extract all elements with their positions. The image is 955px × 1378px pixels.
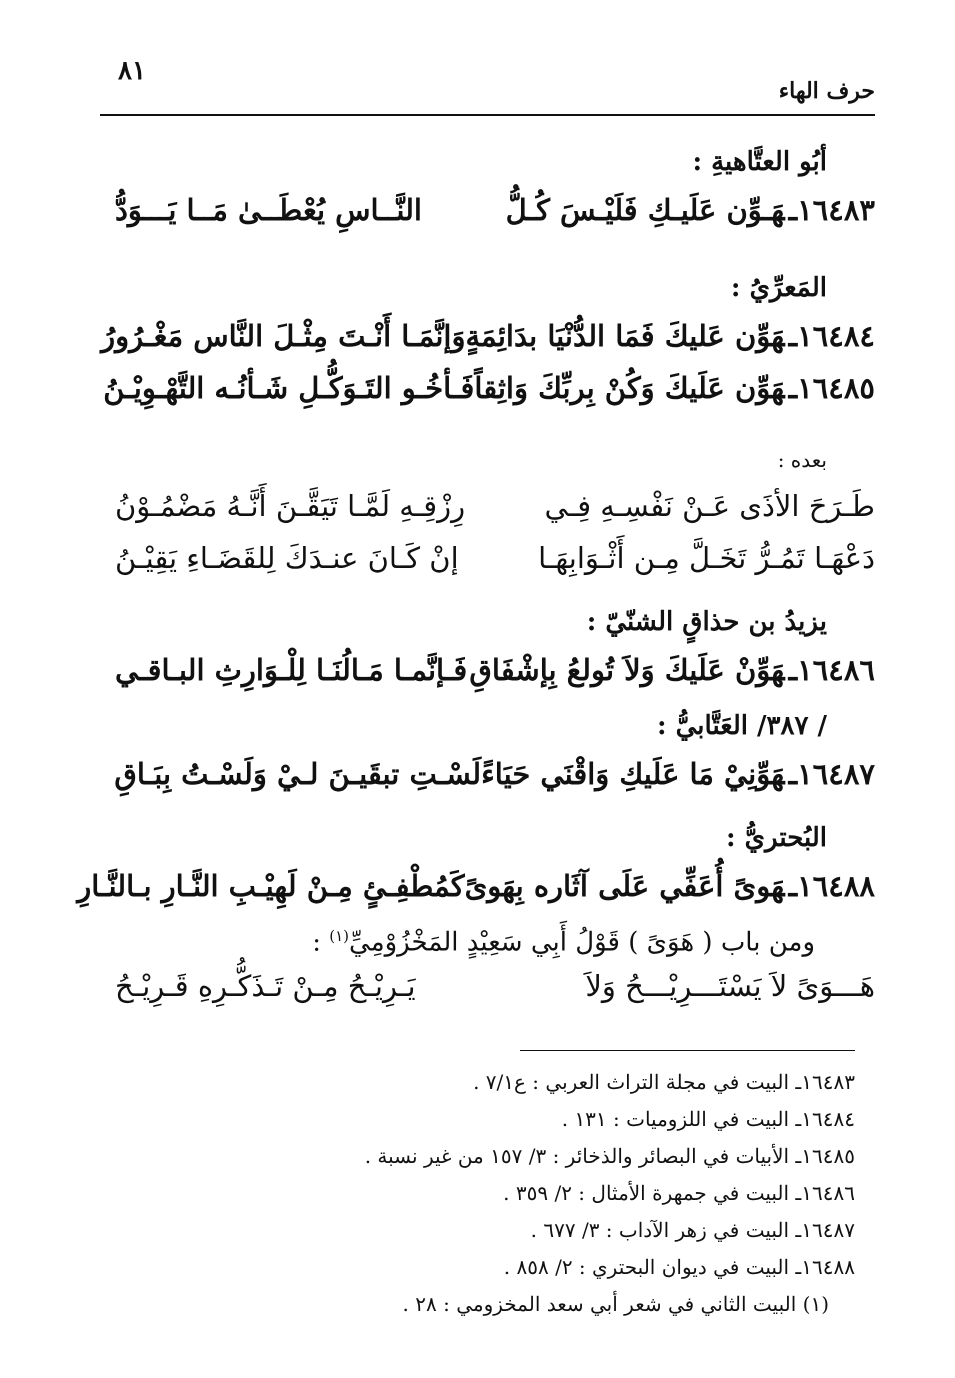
hemistich-text: هَوىً أُعَفِّي عَلَى آثَاره بِهَوىً xyxy=(464,869,785,903)
verse-first-hemistich xyxy=(474,362,875,414)
running-title: حرف الهاء xyxy=(778,78,875,104)
verse-second-hemistich: فَـإنَّمـا مَـالُنَـا لِلْـوَارِثِ البـاقـي xyxy=(115,653,468,687)
verse-number: ١٦٤٨٥ـ xyxy=(788,371,875,405)
verse-first-hemistich xyxy=(466,310,876,362)
verse-number: ١٦٤٨٨ـ xyxy=(788,869,875,903)
verse-16486 xyxy=(115,644,875,696)
verse-number: ١٦٤٨٤ـ xyxy=(788,319,875,353)
footnote: (١) البيت الثاني في شعر أبي سعد المخزومي : ٢٨ . xyxy=(402,1292,829,1316)
poet-name: المَعرِّيُ : xyxy=(730,273,827,303)
verse-continuation xyxy=(115,480,875,532)
verse-second-hemistich: فَـأخُـو التَـوَكُّـلِ شَـأنُـه التَّهْـوِيْـنُ xyxy=(103,371,475,405)
verse-second-hemistich: لَسْـتِ تبقَيـنَ لـيْ وَلَسْـتُ بِبَـاقِ xyxy=(114,757,482,791)
verse-second-hemistich: النَّــاسِ يُعْطَــىٰ مَــا يَـــوَدُّ xyxy=(115,193,422,227)
footnote: ١٦٤٨٣ـ البيت في مجلة التراث العربي : ع٧/١ . xyxy=(473,1070,855,1094)
note-label: بعده : xyxy=(777,448,827,472)
verse-second-hemistich: يَـرِيْـحُ مِـنْ تَـذَكُّـرِهِ قَـرِيْـحُ xyxy=(115,969,416,1003)
footnote: ١٦٤٨٤ـ البيت في اللزوميات : ١٣١ . xyxy=(561,1107,855,1131)
verse-first-hemistich xyxy=(469,644,875,696)
verse-first-hemistich xyxy=(506,184,875,236)
verse-number: ١٦٤٨٦ـ xyxy=(788,653,875,687)
footnote: ١٦٤٨٥ـ الأبيات في البصائر والذخائر : ٣/ ١٥٧ من غير نسبة . xyxy=(364,1144,855,1168)
page-header xyxy=(100,52,875,122)
header-rule xyxy=(100,114,875,116)
chapter-text-end: : xyxy=(312,927,330,958)
verse-second-hemistich: رِزْقِـهِ لَمَّـا تَيَقَّـنَ أَنَّـهُ مَضْمُـوْنُ xyxy=(115,489,466,523)
footnote-marker: (١) xyxy=(329,927,350,945)
verse-second-hemistich: كَمُطْفِـئٍ مِـنْ لَهِيْـبِ النَّـارِ بـالنَّـارِ xyxy=(77,869,465,903)
verse-first-hemistich: دَعْهَـا تَمُـرُّ تَخَـلَّ مِـن أَثْـوَابِهَـا xyxy=(538,541,875,575)
verse-continuation xyxy=(115,532,875,584)
hemistich-text: هَـوِّن عَلَيـكِ فَلَيْـسَ كُـلُّ xyxy=(505,193,785,227)
verse-first-hemistich: طَـرَحَ الأذَى عَـنْ نَفْسِـهِ فِـي xyxy=(544,489,875,523)
chapter-introduction xyxy=(115,912,875,960)
verse-16483 xyxy=(115,184,875,236)
footnote-rule xyxy=(520,1050,855,1051)
hemistich-text: هَوِّن عَلَيكَ وَكُنْ بِربِّكَ وَاثِقاً xyxy=(474,371,785,405)
verse-16485 xyxy=(103,362,875,414)
verse-second-hemistich: إنْ كَـانَ عنـدَكَ لِلقَضَـاءِ يَقِيْـنُ xyxy=(115,541,459,575)
poet-name: البُحتريُّ : xyxy=(726,823,827,853)
verse-number: ١٦٤٨٧ـ xyxy=(788,757,875,791)
poet-name: يزيدُ بن حذاقٍ الشنّيّ : xyxy=(586,607,827,637)
verse-16487 xyxy=(115,748,875,800)
footnote: ١٦٤٨٨ـ البيت في ديوان البحتري : ٢/ ٨٥٨ . xyxy=(503,1255,855,1279)
hemistich-text: هَوِّنِيْ مَا عَلَيكِ وَاقْنَي حَيَاءً xyxy=(481,757,785,791)
verse-number: ١٦٤٨٣ـ xyxy=(788,193,875,227)
verse-16484 xyxy=(101,310,875,362)
verse-first-hemistich xyxy=(465,860,875,912)
verse-makhzumi xyxy=(115,960,875,1012)
hemistich-text: هَوِّن عَليكَ فَمَا الدُّنْيَا بدَائِمَةٍ xyxy=(465,319,785,353)
verse-first-hemistich xyxy=(481,748,875,800)
poetry-body xyxy=(77,140,875,1012)
page-number: ٨١ xyxy=(118,56,146,86)
footnote: ١٦٤٨٧ـ البيت في زهر الآداب : ٣/ ٦٧٧ . xyxy=(530,1218,855,1242)
poet-name: / ٣٨٧/ العَتَّابيُّ : xyxy=(656,711,827,741)
verse-16488 xyxy=(77,860,875,912)
chapter-text: ومن باب ( هَوَىً ) قَوْلُ أَبِي سَعِيْدٍ المَخْزُوْمِيِّ xyxy=(349,927,815,958)
verse-second-hemistich: وَإنَّمَـا أَنْـتَ مِثْـلَ النَّاس مَغْـرُورُ xyxy=(101,319,466,353)
footnotes xyxy=(140,1064,855,1323)
poet-name: أبُو العتَّاهيةِ : xyxy=(692,147,827,177)
verse-first-hemistich: هَـــوَىً لاَ يَسْتَـــرِيْـــحُ وَلاَ xyxy=(585,969,875,1003)
footnote: ١٦٤٨٦ـ البيت في جمهرة الأمثال : ٢/ ٣٥٩ . xyxy=(503,1181,855,1205)
hemistich-text: هَوِّنْ عَلَيكَ وَلاَ تُولعُ بِإشْفَاقِ xyxy=(469,653,785,687)
